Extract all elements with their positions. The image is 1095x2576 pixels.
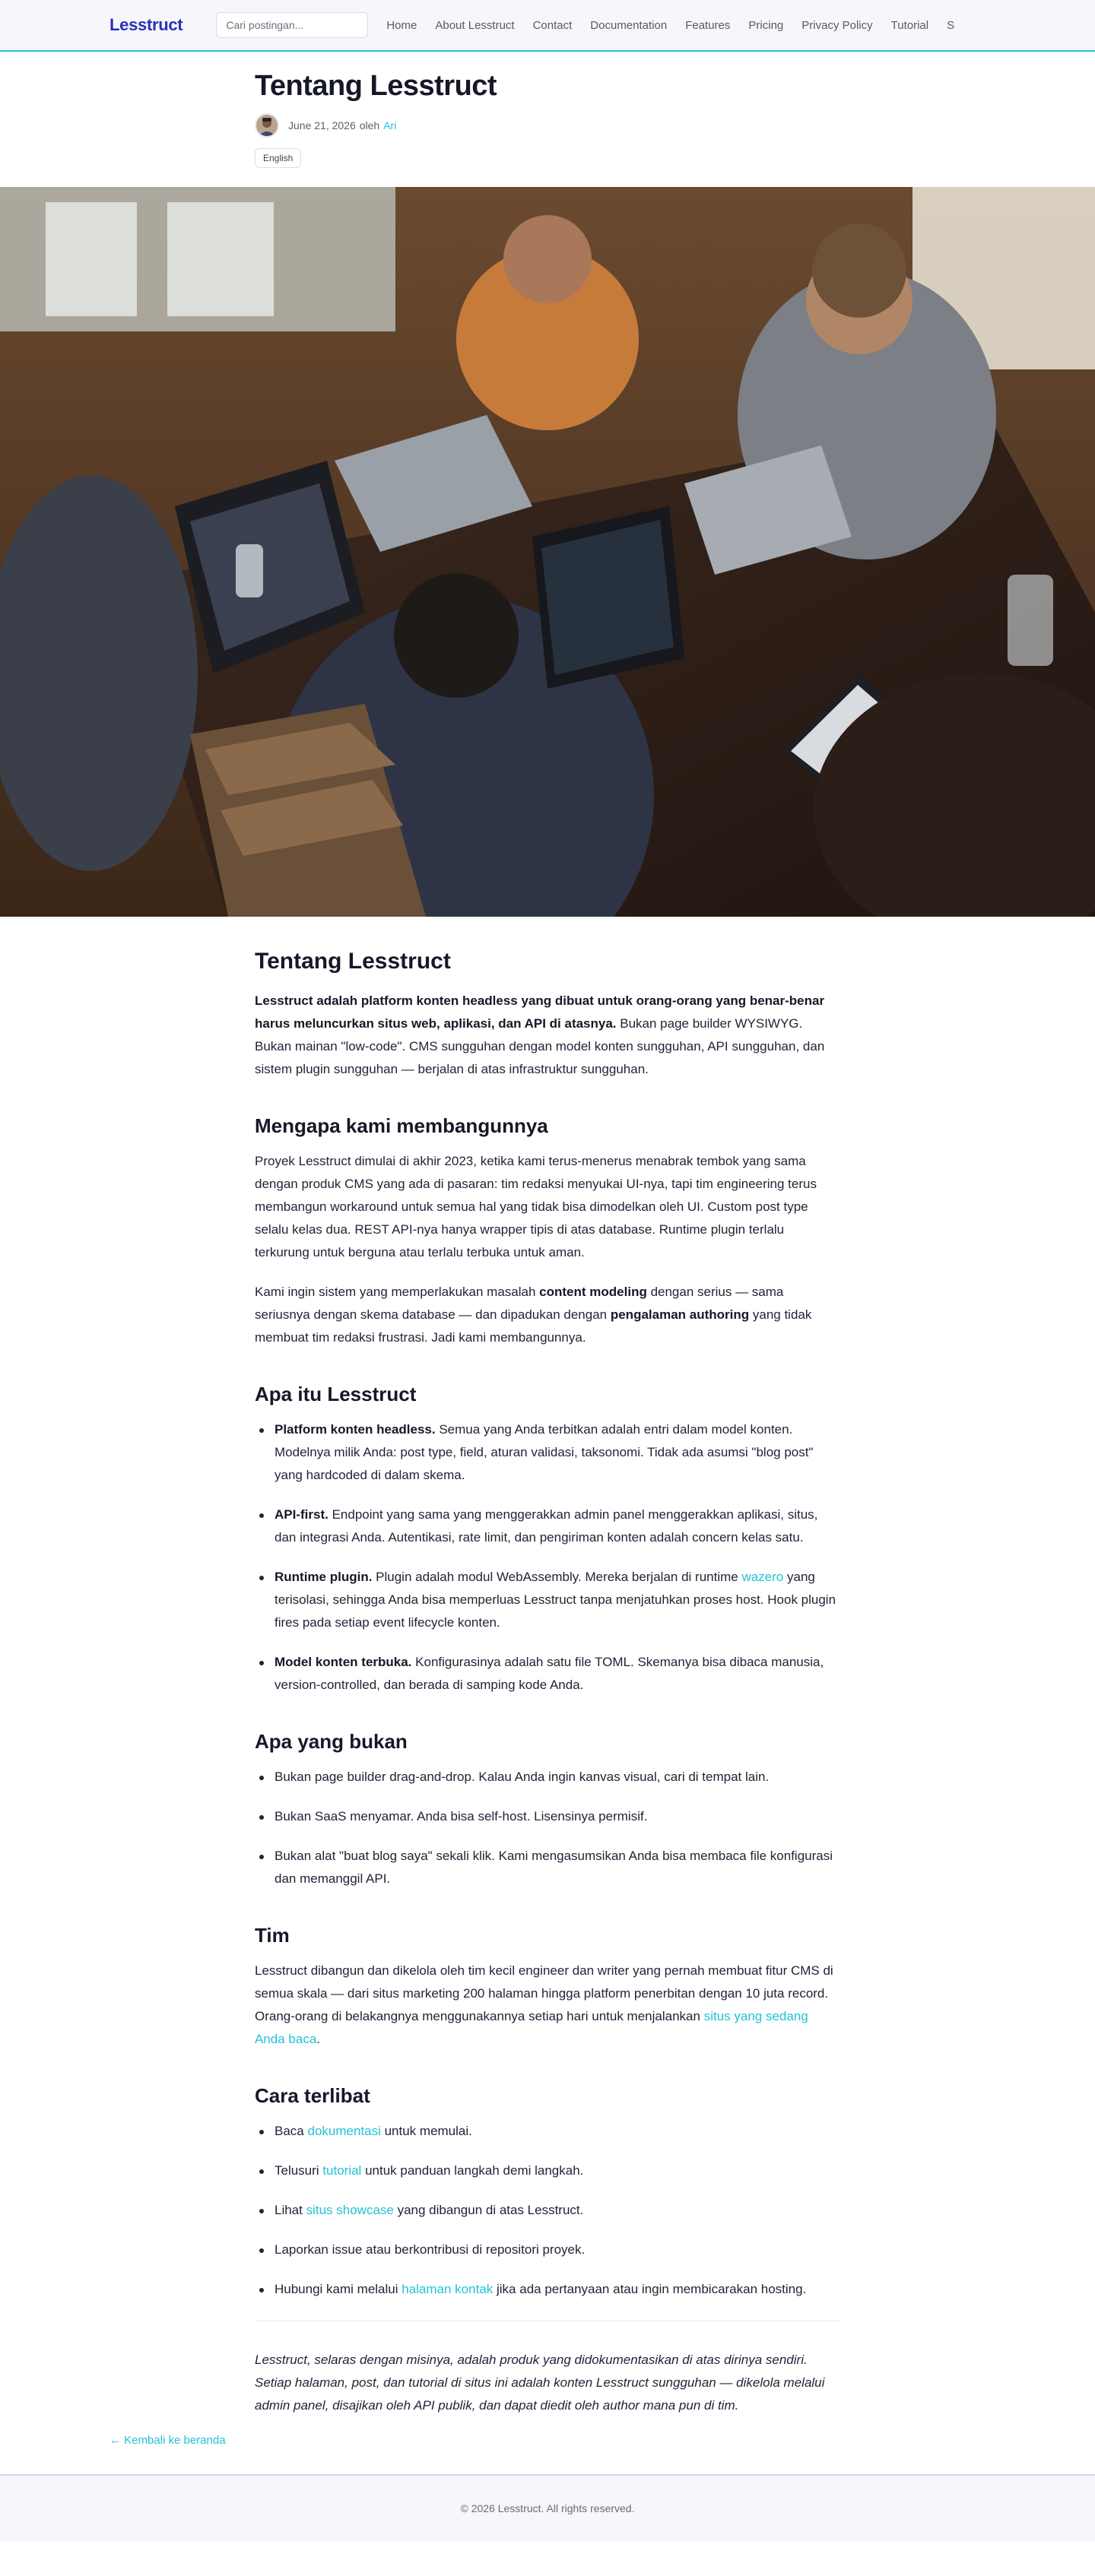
header-inner	[110, 0, 986, 50]
site-footer	[0, 2474, 1095, 2541]
list-item: Model konten terbuka. Konfigurasinya adalah satu file TOML. Skemanya bisa dibaca manusia, version-controlled, dan berada di samping kode Anda.	[255, 1651, 840, 1697]
not-list	[255, 1766, 840, 1890]
nav-pricing[interactable]: Pricing	[748, 18, 784, 32]
why-paragraph-1: Proyek Lesstruct dimulai di akhir 2023, ketika kami terus-menerus menabrak tembok yang sama dengan produk CMS yang ada di pasaran: tim redaksi menyukai UI-nya, tapi tim engineering terus membangun workaround untuk semua hal yang tidak bisa dimodelkan oleh UI. Custom post type selalu kelas dua. REST API-nya hanya wrapper tipis di atas database. Runtime plugin terlalu terkurung untuk berguna atau terlalu terbuka untuk aman.	[255, 1154, 817, 1259]
section-heading-involve: Cara terlibat	[255, 2084, 370, 2107]
site-header	[0, 0, 1095, 52]
nav-about[interactable]: About Lesstruct	[435, 18, 515, 32]
nav-documentation[interactable]: Documentation	[590, 18, 668, 32]
list-item: API-first. Endpoint yang sama yang menggerakkan admin panel menggerakkan aplikasi, situs, dan integrasi Anda. Autentikasi, rate limit, dan pengiriman konten adalah concern kelas satu.	[255, 1503, 840, 1549]
nav-contact[interactable]: Contact	[532, 18, 573, 32]
list-item: Runtime plugin. Plugin adalah modul WebAssembly. Mereka berjalan di runtime wazero yang terisolasi, sehingga Anda bisa memperluas Lesstruct tanpa menjatuhkan proses host. Hook plugin fires pada setiap event lifecycle konten.	[255, 1566, 840, 1634]
page-title: Tentang Lesstruct	[255, 70, 497, 102]
section-heading-why: Mengapa kami membangunnya	[255, 1114, 548, 1137]
list-item: Laporkan issue atau berkontribusi di repositori proyek.	[255, 2239, 840, 2261]
search-input[interactable]	[216, 12, 368, 38]
language-badge[interactable]: English	[255, 148, 301, 168]
list-item: Lihat situs showcase yang dibangun di atas Lesstruct.	[255, 2199, 840, 2222]
hero-image	[0, 187, 1095, 917]
author-link[interactable]: Ari	[383, 119, 397, 131]
section-heading-not: Apa yang bukan	[255, 1730, 408, 1753]
article-body	[255, 917, 840, 2417]
post-header	[255, 52, 840, 187]
back-to-home-link[interactable]: ← Kembali ke beranda	[110, 2434, 226, 2447]
post-meta	[255, 113, 840, 138]
what-list	[255, 1418, 840, 1697]
main-nav	[386, 19, 986, 32]
copyright-text: © 2026 Lesstruct. All rights reserved.	[460, 2502, 635, 2514]
section-heading-team: Tim	[255, 1924, 290, 1947]
site-link[interactable]: situs yang sedang Anda baca	[255, 2009, 808, 2046]
post-by: oleh	[359, 119, 380, 131]
closing-note: Lesstruct, selaras dengan misinya, adalah produk yang didokumentasikan di atas dirinya sendiri. Setiap halaman, post, dan tutorial di situs ini adalah konten Lesstruct sungguhan — dikelola melalui admin panel, disajikan oleh API publik, dan dapat diedit oleh author mana pun di tim.	[255, 2353, 825, 2413]
contact-link[interactable]: halaman kontak	[402, 2282, 494, 2296]
why-paragraph-2: Kami ingin sistem yang memperlakukan masalah content modeling dengan serius — sama seriusnya dengan skema database — dan dipadukan dengan pengalaman authoring yang tidak membuat tim redaksi frustrasi. Jadi kami membangunnya.	[255, 1285, 812, 1345]
involve-list	[255, 2120, 840, 2301]
list-item: Bukan alat "buat blog saya" sekali klik. Kami mengasumsikan Anda bisa membaca file konfigurasi dan memanggil API.	[255, 1845, 840, 1890]
list-item: Baca dokumentasi untuk memulai.	[255, 2120, 840, 2143]
team-paragraph: Lesstruct dibangun dan dikelola oleh tim kecil engineer dan writer yang pernah membuat fitur CMS di semua skala — dari situs marketing 200 halaman hingga platform penerbitan dengan 10 juta record. Orang-orang di belakangnya menggunakannya setiap hari untuk menjalankan situs yang sedang Anda baca.	[255, 1963, 833, 2046]
nav-privacy-policy[interactable]: Privacy Policy	[801, 18, 873, 32]
nav-tutorial[interactable]: Tutorial	[890, 18, 929, 32]
nav-more[interactable]: S	[947, 18, 955, 32]
intro-paragraph: Lesstruct adalah platform konten headless yang dibuat untuk orang-orang yang benar-benar harus meluncurkan situs web, aplikasi, dan API di atasnya. Bukan page builder WYSIWYG. Bukan mainan "low-code". CMS sungguhan dengan model konten sungguhan, API sungguhan, dan sistem plugin sungguhan — berjalan di atas infrastruktur sungguhan.	[255, 993, 825, 1076]
showcase-link[interactable]: situs showcase	[306, 2203, 394, 2217]
tutorial-link[interactable]: tutorial	[322, 2163, 362, 2178]
author-avatar	[255, 113, 279, 138]
list-item: Bukan SaaS menyamar. Anda bisa self-host. Lisensinya permisif.	[255, 1805, 840, 1828]
list-item: Platform konten headless. Semua yang Anda terbitkan adalah entri dalam model konten. Modelnya milik Anda: post type, field, aturan validasi, taksonomi. Tidak ada asumsi "blog post" yang hardcoded di dalam skema.	[255, 1418, 840, 1487]
list-item: Bukan page builder drag-and-drop. Kalau Anda ingin kanvas visual, cari di tempat lain.	[255, 1766, 840, 1789]
docs-link[interactable]: dokumentasi	[307, 2124, 381, 2138]
post-date: June 21, 2026	[288, 119, 356, 131]
nav-home[interactable]: Home	[386, 18, 417, 32]
site-logo[interactable]: Lesstruct	[110, 15, 183, 34]
list-item: Telusuri tutorial untuk panduan langkah demi langkah.	[255, 2159, 840, 2182]
list-item: Hubungi kami melalui halaman kontak jika ada pertanyaan atau ingin membicarakan hosting.	[255, 2278, 840, 2301]
section-heading-what: Apa itu Lesstruct	[255, 1383, 417, 1405]
nav-features[interactable]: Features	[685, 18, 731, 32]
article-heading: Tentang Lesstruct	[255, 949, 451, 974]
wazero-link[interactable]: wazero	[741, 1570, 784, 1584]
